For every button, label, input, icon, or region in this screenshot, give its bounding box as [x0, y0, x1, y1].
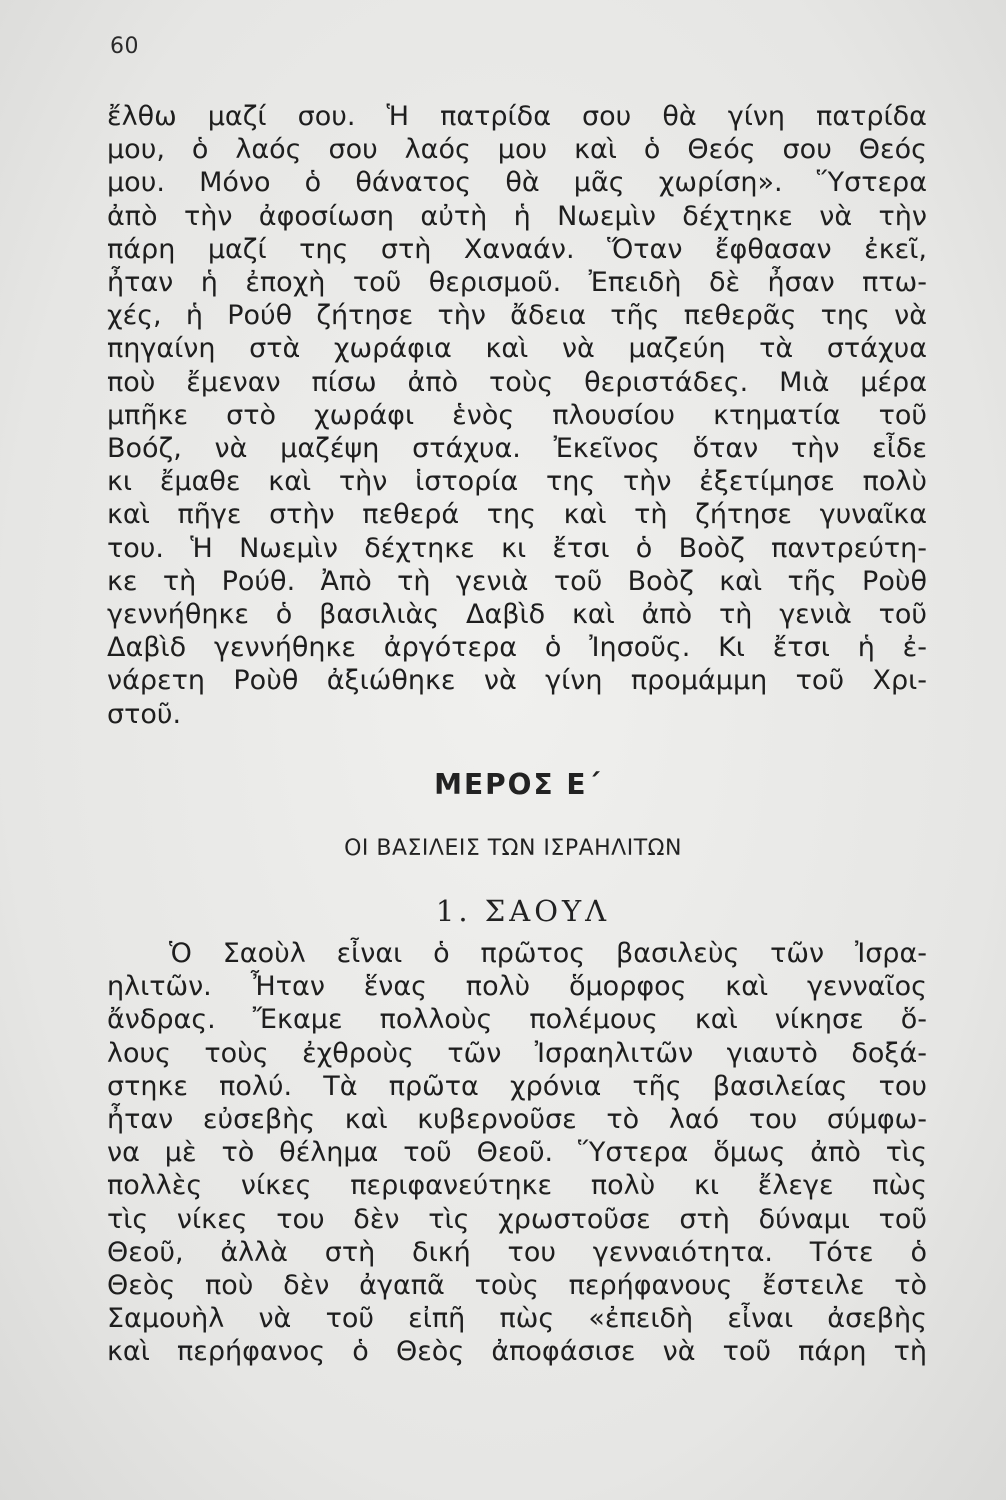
- text-line: πάρη μαζί της στὴ Χαναάν. Ὅταν ἔφθασαν ἐκεῖ,: [107, 233, 927, 265]
- text-line: Ὁ Σαοὺλ εἶναι ὁ πρῶτος βασιλεὺς τῶν Ἰσρα-: [169, 938, 927, 969]
- text-line: Δαβὶδ γεννήθηκε ἀργότερα ὁ Ἰησοῦς. Κι ἔτσι ἡ ἐ-: [107, 632, 927, 664]
- body-paragraph-saul: [107, 937, 927, 1369]
- text-line: ἀπὸ τὴν ἀφοσίωση αὐτὴ ἡ Νωεμὶν δέχτηκε νὰ τὴν: [107, 200, 927, 232]
- text-line: Θεοῦ, ἀλλὰ στὴ δική του γενναιότητα. Τότε ὁ: [107, 1236, 927, 1268]
- text-line: στηκε πολύ. Τὰ πρῶτα χρόνια τῆς βασιλείας του: [107, 1070, 927, 1102]
- body-paragraph-ruth: [107, 100, 927, 731]
- text-line: τὶς νίκες του δὲν τὶς χρωστοῦσε στὴ δύναμι τοῦ: [107, 1203, 927, 1235]
- text-line: ἔλθω μαζί σου. Ἡ πατρίδα σου θὰ γίνη πατρίδα: [107, 101, 927, 132]
- chapter-heading: 1. ΣΑΟΥΛ: [435, 894, 611, 928]
- text-line: ἦταν εὐσεβὴς καὶ κυβερνοῦσε τὸ λαό του σύμφω-: [107, 1104, 927, 1136]
- text-line: ποὺ ἔμεναν πίσω ἀπὸ τοὺς θεριστάδες. Μιὰ μέρα: [107, 366, 927, 398]
- text-line: καὶ περήφανος ὁ Θεὸς ἀποφάσισε νὰ τοῦ πάρη τὴ: [107, 1336, 927, 1368]
- text-line: Βοόζ, νὰ μαζέψη στάχυα. Ἐκεῖνος ὅταν τὴν εἶδε: [107, 433, 927, 465]
- part-heading: ΜΕΡΟΣ Ε΄: [434, 768, 602, 801]
- part-subheading: ΟΙ ΒΑΣΙΛΕΙΣ ΤΩΝ ΙΣΡΑΗΛΙΤΩΝ: [344, 836, 682, 861]
- text-line: κι ἔμαθε καὶ τὴν ἱστορία της τὴν ἐξετίμησε πολὺ: [107, 466, 927, 498]
- text-line: Θεὸς ποὺ δὲν ἀγαπᾶ τοὺς περήφανους ἔστειλε τὸ: [107, 1270, 927, 1302]
- text-line: καὶ πῆγε στὴν πεθερά της καὶ τὴ ζήτησε γυναῖκα: [107, 499, 927, 531]
- text-line: μου. Μόνο ὁ θάνατος θὰ μᾶς χωρίση». Ὕστερα: [107, 167, 927, 199]
- text-line: νάρετη Ροὺθ ἀξιώθηκε νὰ γίνη προμάμμη τοῦ Χρι-: [107, 665, 927, 697]
- text-line: πηγαίνη στὰ χωράφια καὶ νὰ μαζεύη τὰ στάχυα: [107, 333, 927, 365]
- text-line: ηλιτῶν. Ἦταν ἕνας πολὺ ὅμορφος καὶ γενναῖος: [107, 971, 927, 1003]
- page-number: 60: [110, 34, 139, 59]
- text-line: ἄνδρας. Ἔκαμε πολλοὺς πολέμους καὶ νίκησε ὅ-: [107, 1004, 927, 1036]
- text-line: μπῆκε στὸ χωράφι ἑνὸς πλουσίου κτηματία τοῦ: [107, 399, 927, 431]
- text-line: γεννήθηκε ὁ βασιλιὰς Δαβὶδ καὶ ἀπὸ τὴ γενιὰ τοῦ: [107, 599, 927, 631]
- text-line: κε τὴ Ρούθ. Ἀπὸ τὴ γενιὰ τοῦ Βοὸζ καὶ τῆς Ροὺθ: [107, 565, 927, 597]
- text-line: πολλὲς νίκες περιφανεύτηκε πολὺ κι ἔλεγε πὼς: [107, 1170, 927, 1202]
- text-line: του. Ἡ Νωεμὶν δέχτηκε κι ἔτσι ὁ Βοὸζ παντρεύτη-: [107, 532, 927, 564]
- text-line: μου, ὁ λαός σου λαός μου καὶ ὁ Θεός σου Θεός: [107, 134, 927, 166]
- text-line: λους τοὺς ἐχθροὺς τῶν Ἰσραηλιτῶν γιαυτὸ δοξά-: [107, 1037, 927, 1069]
- text-line: Σαμουὴλ νὰ τοῦ εἰπῆ πὼς «ἐπειδὴ εἶναι ἀσεβὴς: [107, 1303, 927, 1335]
- text-line: να μὲ τὸ θέλημα τοῦ Θεοῦ. Ὕστερα ὅμως ἀπὸ τὶς: [107, 1137, 927, 1169]
- text-line: χές, ἡ Ρούθ ζήτησε τὴν ἄδεια τῆς πεθερᾶς της νὰ: [107, 300, 927, 332]
- text-line: στοῦ.: [107, 698, 182, 730]
- text-line: ἦταν ἡ ἐποχὴ τοῦ θερισμοῦ. Ἐπειδὴ δὲ ἦσαν πτω-: [107, 267, 927, 299]
